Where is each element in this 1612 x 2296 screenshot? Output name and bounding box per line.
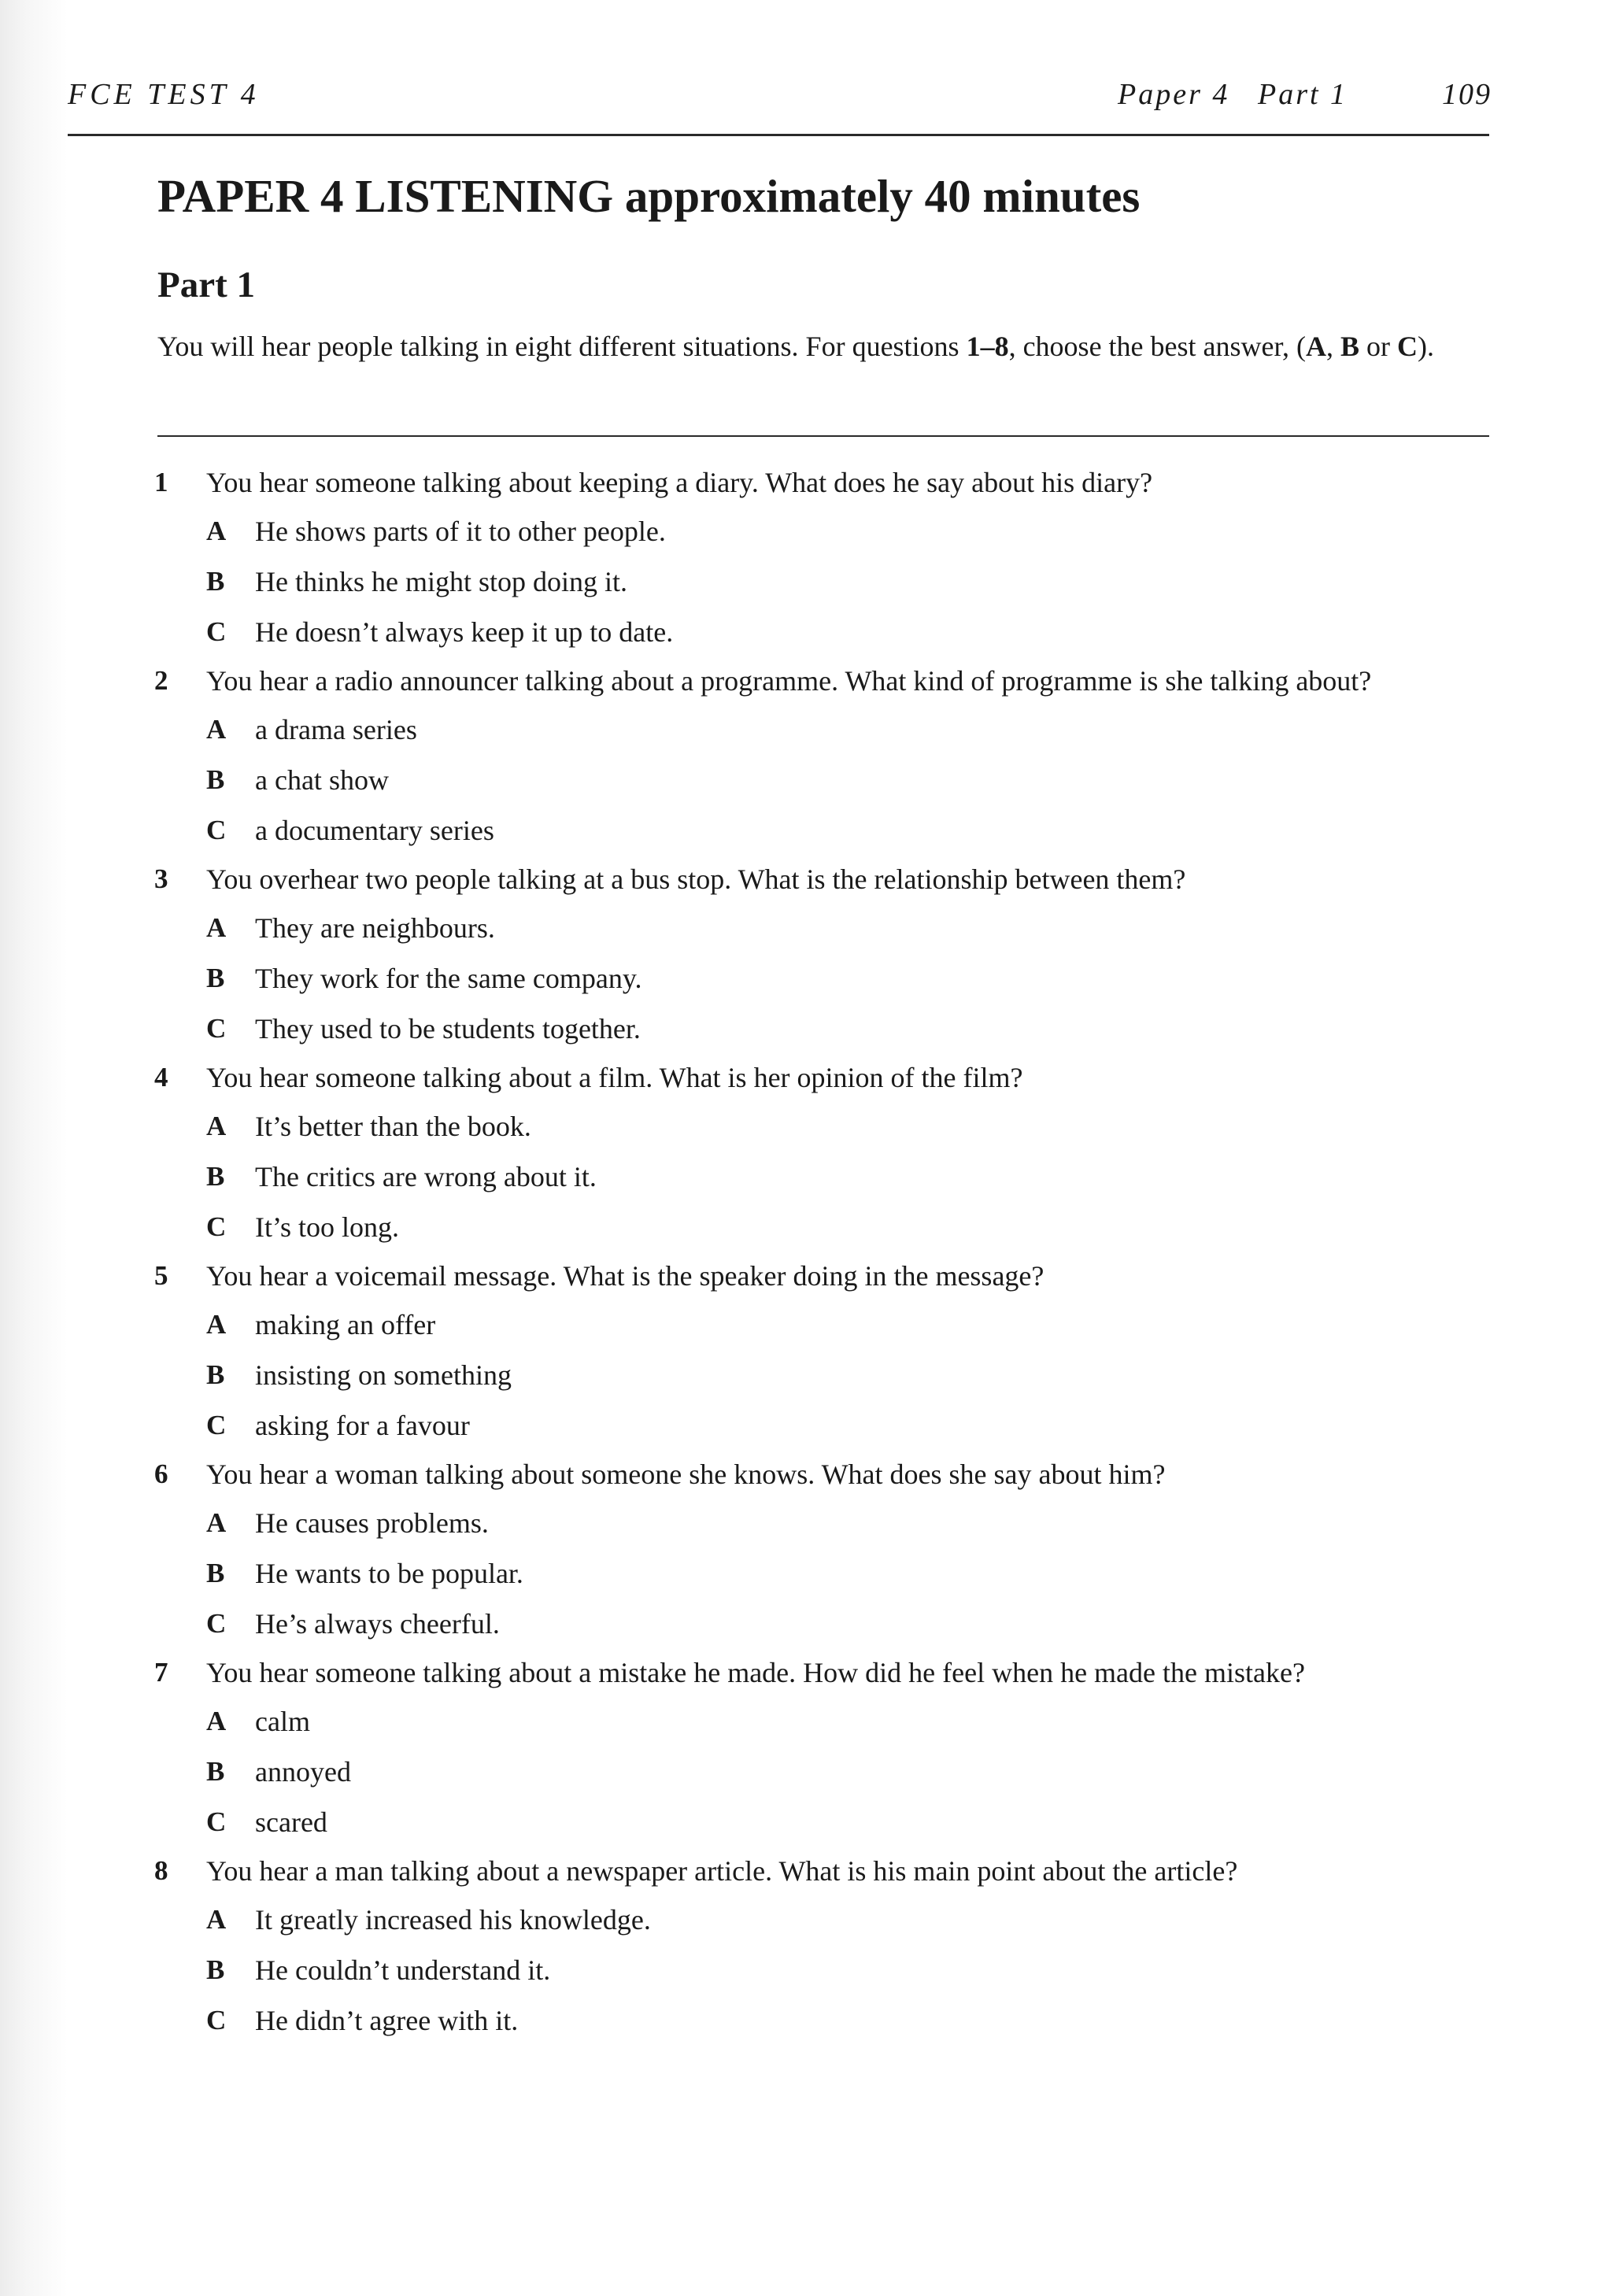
separator: or	[1359, 331, 1398, 362]
answer-option	[154, 1351, 1492, 1401]
option-text: It greatly increased his knowledge.	[255, 1904, 651, 1936]
question-stem	[154, 863, 1492, 904]
answer-option	[154, 608, 1492, 658]
option-letter: A	[206, 1904, 227, 1935]
separator: ,	[1326, 331, 1341, 362]
question-text: You hear a voicemail message. What is the speaker doing in the message?	[206, 1260, 1044, 1292]
answer-option	[154, 1895, 1492, 1946]
question-item	[154, 863, 1492, 1055]
answer-option	[154, 904, 1492, 954]
option-letter: C	[206, 616, 227, 647]
option-text: It’s too long.	[255, 1211, 400, 1243]
answer-option	[154, 1549, 1492, 1599]
option-letter: B	[206, 1161, 225, 1192]
question-number: 6	[154, 1459, 168, 1489]
answer-option	[154, 806, 1492, 856]
question-text: You hear a woman talking about someone she knows. What does she say about him?	[206, 1459, 1166, 1490]
question-item	[154, 1458, 1492, 1650]
question-text: You hear someone talking about a mistake he made. How did he feel when he made the mistake?	[206, 1657, 1305, 1688]
option-letter: C	[206, 1806, 227, 1837]
question-item	[154, 1854, 1492, 2046]
option-letter: C	[206, 1410, 227, 1440]
answer-option	[154, 1747, 1492, 1798]
option-text: He wants to be popular.	[255, 1558, 523, 1589]
question-stem	[154, 664, 1492, 705]
option-letter: B	[206, 1756, 225, 1787]
option-letter: C	[206, 1608, 227, 1639]
option-text: He doesn’t always keep it up to date.	[255, 616, 674, 648]
instructions-text: You will hear people talking in eight different situations. For questions	[157, 331, 967, 362]
answer-option	[154, 1798, 1492, 1848]
answer-option	[154, 557, 1492, 608]
question-item	[154, 664, 1492, 856]
question-text: You overhear two people talking at a bus stop. What is the relationship between them?	[206, 863, 1186, 895]
paper-label: Paper 4	[1118, 78, 1230, 111]
instructions	[157, 329, 1448, 364]
option-letter: A	[206, 912, 227, 943]
option-letter: A	[206, 516, 227, 546]
letter-a: A	[1306, 331, 1327, 362]
option-text: They used to be students together.	[255, 1013, 641, 1044]
option-text: It’s better than the book.	[255, 1111, 531, 1142]
option-text: calm	[255, 1706, 310, 1737]
option-text: He causes problems.	[255, 1507, 489, 1539]
answer-option	[154, 1996, 1492, 2046]
option-letter: A	[206, 1706, 227, 1736]
answer-option	[154, 507, 1492, 557]
part-heading: Part 1	[157, 264, 255, 305]
option-text: scared	[255, 1806, 327, 1838]
answer-option	[154, 954, 1492, 1004]
option-text: making an offer	[255, 1309, 436, 1340]
option-text: a documentary series	[255, 815, 494, 846]
answer-option	[154, 1300, 1492, 1351]
answer-option	[154, 756, 1492, 806]
option-text: He didn’t agree with it.	[255, 2005, 519, 2036]
option-text: He thinks he might stop doing it.	[255, 566, 627, 597]
option-text: He’s always cheerful.	[255, 1608, 500, 1640]
option-letter: C	[206, 1013, 227, 1044]
instructions-end: ).	[1418, 331, 1435, 362]
option-letter: A	[206, 1507, 227, 1538]
question-text: You hear someone talking about keeping a diary. What does he say about his diary?	[206, 467, 1153, 498]
option-text: They work for the same company.	[255, 963, 642, 994]
book-title: FCE TEST 4	[68, 78, 260, 111]
part-label: Part 1	[1258, 78, 1348, 111]
option-letter: C	[206, 1211, 227, 1242]
option-text: a chat show	[255, 764, 389, 796]
question-number: 3	[154, 863, 168, 894]
question-item	[154, 1656, 1492, 1848]
answer-option	[154, 1152, 1492, 1203]
answer-option	[154, 1004, 1492, 1055]
letter-c: C	[1397, 331, 1418, 362]
answer-option	[154, 1203, 1492, 1253]
option-text: He couldn’t understand it.	[255, 1954, 551, 1986]
paper-title: PAPER 4 LISTENING approximately 40 minutes	[157, 170, 1141, 222]
question-stem	[154, 1061, 1492, 1102]
option-letter: A	[206, 1111, 227, 1141]
page-number: 109	[1442, 78, 1492, 111]
instructions-text: , choose the best answer, (	[1008, 331, 1307, 362]
question-stem	[154, 1259, 1492, 1300]
question-number: 2	[154, 665, 168, 696]
option-letter: B	[206, 1954, 225, 1985]
option-letter: C	[206, 2005, 227, 2035]
option-letter: B	[206, 566, 225, 597]
question-number: 5	[154, 1260, 168, 1291]
question-number: 1	[154, 467, 168, 497]
letter-b: B	[1340, 331, 1360, 362]
question-stem	[154, 466, 1492, 507]
option-letter: B	[206, 764, 225, 795]
page-edge-shadow	[0, 0, 68, 2296]
option-letter: A	[206, 1309, 227, 1340]
question-text: You hear someone talking about a film. What is her opinion of the film?	[206, 1062, 1023, 1093]
answer-option	[154, 1102, 1492, 1152]
answer-option	[154, 1946, 1492, 1996]
option-text: He shows parts of it to other people.	[255, 516, 666, 547]
question-list	[154, 466, 1492, 2053]
answer-option	[154, 1401, 1492, 1451]
option-text: They are neighbours.	[255, 912, 495, 944]
question-number: 7	[154, 1657, 168, 1688]
option-letter: B	[206, 1558, 225, 1588]
answer-option	[154, 1599, 1492, 1650]
answer-option	[154, 1499, 1492, 1549]
option-text: annoyed	[255, 1756, 351, 1788]
option-text: a drama series	[255, 714, 417, 745]
option-letter: C	[206, 815, 227, 845]
option-letter: B	[206, 963, 225, 993]
question-range: 1–8	[966, 331, 1009, 362]
question-item	[154, 1259, 1492, 1451]
option-text: The critics are wrong about it.	[255, 1161, 597, 1192]
question-item	[154, 466, 1492, 658]
question-stem	[154, 1458, 1492, 1499]
question-item	[154, 1061, 1492, 1253]
option-letter: A	[206, 714, 227, 745]
option-text: insisting on something	[255, 1359, 512, 1391]
question-number: 4	[154, 1062, 168, 1093]
option-text: asking for a favour	[255, 1410, 470, 1441]
answer-option	[154, 1697, 1492, 1747]
answer-option	[154, 705, 1492, 756]
section-divider	[157, 435, 1489, 437]
question-stem	[154, 1656, 1492, 1697]
question-stem	[154, 1854, 1492, 1895]
question-text: You hear a radio announcer talking about a programme. What kind of programme is she talking about?	[206, 665, 1372, 697]
question-text: You hear a man talking about a newspaper article. What is his main point about the article?	[206, 1855, 1238, 1887]
question-number: 8	[154, 1855, 168, 1886]
option-letter: B	[206, 1359, 225, 1390]
running-header	[68, 77, 1492, 136]
